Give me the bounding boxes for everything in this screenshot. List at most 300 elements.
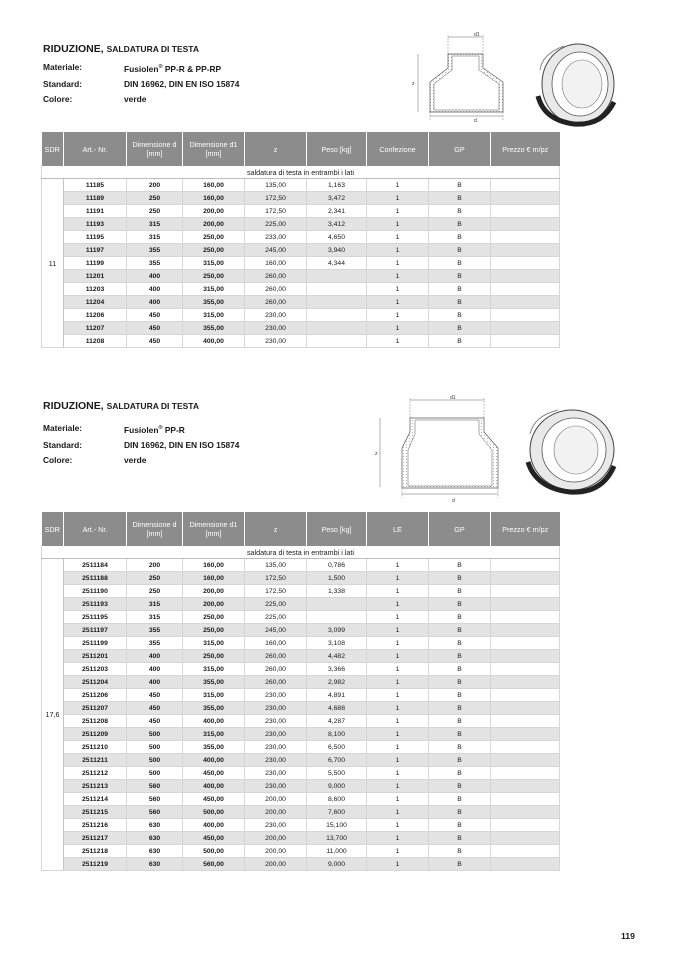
table-cell: 1 bbox=[367, 192, 429, 205]
spec-color bbox=[43, 92, 239, 107]
table-cell: 11185 bbox=[64, 179, 127, 192]
header-cell: Dimensione d1 [mm] bbox=[183, 512, 245, 546]
table-cell: 250 bbox=[127, 585, 183, 598]
table-row bbox=[42, 572, 560, 585]
table-row bbox=[42, 728, 560, 741]
header-cell: z bbox=[245, 512, 307, 546]
table-row bbox=[42, 858, 560, 871]
table-cell: 0,786 bbox=[307, 559, 367, 572]
table-cell bbox=[491, 806, 560, 819]
table-cell: 160,00 bbox=[183, 192, 245, 205]
table-cell: 2511218 bbox=[64, 845, 127, 858]
table-cell: 160,00 bbox=[183, 179, 245, 192]
table-row bbox=[42, 715, 560, 728]
spec-label: Colore: bbox=[43, 454, 73, 465]
table-cell: B bbox=[429, 309, 491, 322]
spec-color bbox=[43, 453, 239, 468]
table-cell bbox=[491, 283, 560, 296]
header-cell: GP bbox=[429, 512, 491, 546]
table-cell: 11197 bbox=[64, 244, 127, 257]
table-cell: 172,50 bbox=[245, 585, 307, 598]
table-cell: 315 bbox=[127, 611, 183, 624]
table-cell bbox=[491, 754, 560, 767]
table-cell: 230,00 bbox=[245, 728, 307, 741]
label-z: z bbox=[375, 451, 378, 457]
table-cell: 230,00 bbox=[245, 715, 307, 728]
table-cell: B bbox=[429, 663, 491, 676]
table-cell: 450,00 bbox=[183, 767, 245, 780]
table-cell: 6,700 bbox=[307, 754, 367, 767]
table-row bbox=[42, 296, 560, 309]
table-cell bbox=[491, 741, 560, 754]
table-cell: 200,00 bbox=[245, 806, 307, 819]
table-cell bbox=[491, 335, 560, 348]
table-cell bbox=[491, 270, 560, 283]
table-cell: 2,982 bbox=[307, 676, 367, 689]
table-cell: 160,00 bbox=[183, 559, 245, 572]
table-cell: 2511212 bbox=[64, 767, 127, 780]
table-cell: B bbox=[429, 257, 491, 270]
table-cell: 3,366 bbox=[307, 663, 367, 676]
table-cell: 1 bbox=[367, 754, 429, 767]
table-cell: 1 bbox=[367, 611, 429, 624]
table-cell: B bbox=[429, 650, 491, 663]
table-cell: 2511207 bbox=[64, 702, 127, 715]
header-cell: Confezione bbox=[367, 132, 429, 166]
table-cell: 1 bbox=[367, 270, 429, 283]
table-cell: B bbox=[429, 832, 491, 845]
table-cell: 630 bbox=[127, 858, 183, 871]
table-row bbox=[42, 832, 560, 845]
table-cell: 1 bbox=[367, 676, 429, 689]
table-cell: 1 bbox=[367, 585, 429, 598]
table-cell bbox=[491, 728, 560, 741]
table-row bbox=[42, 702, 560, 715]
table-cell: 8,600 bbox=[307, 793, 367, 806]
table-cell: 11201 bbox=[64, 270, 127, 283]
table-cell: B bbox=[429, 702, 491, 715]
table-cell: B bbox=[429, 585, 491, 598]
header-cell: Prezzo € m/pz bbox=[491, 512, 560, 546]
table-cell: 7,600 bbox=[307, 806, 367, 819]
table-cell: 8,100 bbox=[307, 728, 367, 741]
table-row bbox=[42, 598, 560, 611]
table-cell: 3,940 bbox=[307, 244, 367, 257]
table-cell bbox=[491, 650, 560, 663]
spec-value: verde bbox=[124, 93, 147, 104]
table-cell: 3,472 bbox=[307, 192, 367, 205]
table-cell bbox=[491, 845, 560, 858]
header-cell: SDR bbox=[42, 132, 64, 166]
table-cell: 450 bbox=[127, 702, 183, 715]
table-cell: 200,00 bbox=[183, 598, 245, 611]
table-cell: 315,00 bbox=[183, 309, 245, 322]
table-note-row bbox=[42, 546, 560, 559]
table-cell: 260,00 bbox=[245, 283, 307, 296]
spec-label: Materiale: bbox=[43, 62, 83, 72]
table-row bbox=[42, 689, 560, 702]
table-cell: 2511201 bbox=[64, 650, 127, 663]
table-cell: 1 bbox=[367, 832, 429, 845]
table-cell: 1 bbox=[367, 309, 429, 322]
table-cell: 6,500 bbox=[307, 741, 367, 754]
table-cell: 200,00 bbox=[245, 832, 307, 845]
table-row bbox=[42, 231, 560, 244]
table-cell bbox=[491, 231, 560, 244]
table-row bbox=[42, 637, 560, 650]
spec-value: DIN 16962, DIN EN ISO 15874 bbox=[124, 78, 240, 89]
table-cell: 500 bbox=[127, 754, 183, 767]
table-cell bbox=[491, 205, 560, 218]
table-cell bbox=[491, 689, 560, 702]
table-cell: B bbox=[429, 754, 491, 767]
table-cell: 1 bbox=[367, 767, 429, 780]
table-cell: 400,00 bbox=[183, 754, 245, 767]
table-cell: 15,100 bbox=[307, 819, 367, 832]
section-1-specs bbox=[43, 60, 239, 107]
table-cell: 9,000 bbox=[307, 780, 367, 793]
table-cell: 2511208 bbox=[64, 715, 127, 728]
table-cell: B bbox=[429, 637, 491, 650]
table-cell: 1 bbox=[367, 715, 429, 728]
table-cell: 250 bbox=[127, 572, 183, 585]
header-cell: Peso [kg] bbox=[307, 512, 367, 546]
table-cell: B bbox=[429, 611, 491, 624]
table-cell: 2511210 bbox=[64, 741, 127, 754]
table-cell: B bbox=[429, 858, 491, 871]
table-cell: 560,00 bbox=[183, 858, 245, 871]
table-row bbox=[42, 611, 560, 624]
spec-value: Fusiolen® PP-R bbox=[124, 424, 185, 435]
table-cell: 500,00 bbox=[183, 806, 245, 819]
table-cell: 260,00 bbox=[245, 650, 307, 663]
table-cell: 3,099 bbox=[307, 624, 367, 637]
table-cell: B bbox=[429, 689, 491, 702]
table-row bbox=[42, 767, 560, 780]
table-cell: 450 bbox=[127, 715, 183, 728]
table-cell: 200,00 bbox=[183, 205, 245, 218]
product-table-1 bbox=[41, 132, 560, 348]
table-cell bbox=[491, 793, 560, 806]
product-table-2 bbox=[41, 512, 560, 871]
table-row bbox=[42, 257, 560, 270]
table-row bbox=[42, 845, 560, 858]
table-cell: 245,00 bbox=[245, 244, 307, 257]
table-cell: 2511204 bbox=[64, 676, 127, 689]
table-row bbox=[42, 218, 560, 231]
page-number: 119 bbox=[621, 931, 635, 941]
table-cell: 1 bbox=[367, 819, 429, 832]
table-cell: 230,00 bbox=[245, 819, 307, 832]
table-cell: 1 bbox=[367, 244, 429, 257]
table-cell: 2511215 bbox=[64, 806, 127, 819]
table-cell: B bbox=[429, 728, 491, 741]
table-cell: 4,891 bbox=[307, 689, 367, 702]
label-d: d bbox=[452, 498, 455, 504]
section-1-title bbox=[43, 43, 199, 55]
table-cell: 400 bbox=[127, 676, 183, 689]
table-cell: 400 bbox=[127, 296, 183, 309]
table-cell: 355 bbox=[127, 244, 183, 257]
table-cell: 1 bbox=[367, 572, 429, 585]
table-cell: 1 bbox=[367, 637, 429, 650]
table-cell: B bbox=[429, 845, 491, 858]
table-cell: 560 bbox=[127, 780, 183, 793]
table-cell bbox=[307, 322, 367, 335]
table-cell: 450 bbox=[127, 689, 183, 702]
table-cell: 260,00 bbox=[245, 296, 307, 309]
table-cell: B bbox=[429, 780, 491, 793]
table-cell: 230,00 bbox=[245, 309, 307, 322]
table-cell: 250,00 bbox=[183, 611, 245, 624]
table-cell: 1 bbox=[367, 231, 429, 244]
table-cell: 230,00 bbox=[245, 767, 307, 780]
table-cell: 450 bbox=[127, 309, 183, 322]
table-cell: 2511216 bbox=[64, 819, 127, 832]
table-row bbox=[42, 585, 560, 598]
header-cell: Dimensione d [mm] bbox=[127, 132, 183, 166]
table-row bbox=[42, 793, 560, 806]
table-row bbox=[42, 244, 560, 257]
table-cell: 1 bbox=[367, 650, 429, 663]
table-cell: 225,00 bbox=[245, 598, 307, 611]
table-cell: 200,00 bbox=[245, 793, 307, 806]
table-cell: 450 bbox=[127, 335, 183, 348]
header-cell: Art.- Nr. bbox=[64, 132, 127, 166]
table-note: saldatura di testa in entrambi i lati bbox=[42, 546, 560, 559]
table-cell: 1 bbox=[367, 559, 429, 572]
label-z: z bbox=[412, 81, 415, 87]
table-cell: B bbox=[429, 231, 491, 244]
header-cell: GP bbox=[429, 132, 491, 166]
table-cell: 2511197 bbox=[64, 624, 127, 637]
table-cell bbox=[307, 270, 367, 283]
section-2-specs bbox=[43, 421, 239, 468]
table-cell: 315,00 bbox=[183, 637, 245, 650]
table-cell: 160,00 bbox=[245, 637, 307, 650]
table-cell: 200,00 bbox=[183, 218, 245, 231]
section-2-title bbox=[43, 400, 199, 412]
table-cell: 11203 bbox=[64, 283, 127, 296]
table-cell: 11204 bbox=[64, 296, 127, 309]
table-cell: 2,341 bbox=[307, 205, 367, 218]
table-cell: 2511190 bbox=[64, 585, 127, 598]
table-cell: 315,00 bbox=[183, 689, 245, 702]
title-sub: SALDATURA DI TESTA bbox=[106, 44, 199, 54]
table-cell: 400 bbox=[127, 663, 183, 676]
table-cell bbox=[491, 663, 560, 676]
table-cell: 230,00 bbox=[245, 741, 307, 754]
spec-standard bbox=[43, 77, 239, 92]
header-cell: z bbox=[245, 132, 307, 166]
header-cell: Peso [kg] bbox=[307, 132, 367, 166]
table-header-row bbox=[42, 512, 560, 546]
label-d1: d1 bbox=[474, 32, 480, 38]
table-cell bbox=[491, 218, 560, 231]
table-cell: B bbox=[429, 624, 491, 637]
table-cell: 11208 bbox=[64, 335, 127, 348]
table-cell: 630 bbox=[127, 819, 183, 832]
table-cell: 2511217 bbox=[64, 832, 127, 845]
table-cell: 11207 bbox=[64, 322, 127, 335]
table-cell: 2511195 bbox=[64, 611, 127, 624]
table-cell: 233,00 bbox=[245, 231, 307, 244]
table-cell: 315,00 bbox=[183, 728, 245, 741]
table-row bbox=[42, 192, 560, 205]
table-row bbox=[42, 650, 560, 663]
table-cell: B bbox=[429, 179, 491, 192]
table-cell: 560 bbox=[127, 806, 183, 819]
table-cell: 250,00 bbox=[183, 624, 245, 637]
header-cell: Dimensione d [mm] bbox=[127, 512, 183, 546]
table-cell: 9,000 bbox=[307, 858, 367, 871]
table-cell: 315 bbox=[127, 598, 183, 611]
table-cell: 1 bbox=[367, 845, 429, 858]
reducer-image-2 bbox=[512, 404, 624, 496]
table-cell: 1 bbox=[367, 335, 429, 348]
table-cell: 400,00 bbox=[183, 780, 245, 793]
table-cell bbox=[491, 257, 560, 270]
table-cell: 11195 bbox=[64, 231, 127, 244]
table-cell: B bbox=[429, 715, 491, 728]
table-cell: 1 bbox=[367, 598, 429, 611]
table-cell bbox=[491, 624, 560, 637]
table-cell: B bbox=[429, 244, 491, 257]
header-cell: LE bbox=[367, 512, 429, 546]
table-cell: 260,00 bbox=[245, 663, 307, 676]
table-cell: B bbox=[429, 598, 491, 611]
table-cell: 1 bbox=[367, 702, 429, 715]
table-row bbox=[42, 624, 560, 637]
table-row bbox=[42, 179, 560, 192]
spec-value: DIN 16962, DIN EN ISO 15874 bbox=[124, 439, 240, 450]
table-row bbox=[42, 676, 560, 689]
table-cell: 630 bbox=[127, 832, 183, 845]
header-cell: SDR bbox=[42, 512, 64, 546]
table-cell: 400 bbox=[127, 650, 183, 663]
spec-value: verde bbox=[124, 454, 147, 465]
table-cell: 160,00 bbox=[183, 572, 245, 585]
spec-material bbox=[43, 60, 239, 77]
table-cell: 315,00 bbox=[183, 663, 245, 676]
table-row bbox=[42, 335, 560, 348]
spec-label: Materiale: bbox=[43, 423, 83, 433]
table-row bbox=[42, 322, 560, 335]
sdr-cell: 11 bbox=[42, 179, 64, 348]
table-cell: B bbox=[429, 793, 491, 806]
table-cell: 4,650 bbox=[307, 231, 367, 244]
table-cell: 11206 bbox=[64, 309, 127, 322]
table-cell: 400 bbox=[127, 283, 183, 296]
table-cell bbox=[491, 611, 560, 624]
table-cell: B bbox=[429, 270, 491, 283]
table-cell: 250 bbox=[127, 192, 183, 205]
table-header-row bbox=[42, 132, 560, 166]
table-cell: 2511214 bbox=[64, 793, 127, 806]
table-cell: 1 bbox=[367, 741, 429, 754]
table-cell bbox=[491, 598, 560, 611]
table-cell: 230,00 bbox=[245, 702, 307, 715]
title-main: RIDUZIONE, bbox=[43, 43, 104, 55]
table-cell bbox=[491, 767, 560, 780]
table-cell: 355 bbox=[127, 637, 183, 650]
table-cell bbox=[491, 858, 560, 871]
table-cell: 172,50 bbox=[245, 572, 307, 585]
table-cell: 1 bbox=[367, 218, 429, 231]
header-cell: Prezzo € m/pz bbox=[491, 132, 560, 166]
table-cell: 200,00 bbox=[245, 858, 307, 871]
table-body bbox=[42, 166, 560, 348]
table-cell: 4,688 bbox=[307, 702, 367, 715]
table-cell: 355 bbox=[127, 257, 183, 270]
table-cell: 230,00 bbox=[245, 335, 307, 348]
table-cell: 400,00 bbox=[183, 819, 245, 832]
table-cell bbox=[491, 676, 560, 689]
table-cell: 1 bbox=[367, 296, 429, 309]
table-cell: 1 bbox=[367, 624, 429, 637]
table-cell bbox=[491, 637, 560, 650]
table-cell: B bbox=[429, 767, 491, 780]
table-cell: 450 bbox=[127, 322, 183, 335]
table-cell: 315,00 bbox=[183, 257, 245, 270]
table-cell bbox=[491, 322, 560, 335]
table-cell: 3,412 bbox=[307, 218, 367, 231]
table-cell: 225,00 bbox=[245, 218, 307, 231]
table-cell: 172,50 bbox=[245, 205, 307, 218]
table-cell bbox=[491, 819, 560, 832]
table-cell: B bbox=[429, 572, 491, 585]
table-cell: 11191 bbox=[64, 205, 127, 218]
table-cell: 1 bbox=[367, 806, 429, 819]
table-cell: 2511184 bbox=[64, 559, 127, 572]
table-cell: 260,00 bbox=[245, 270, 307, 283]
table-cell: 250,00 bbox=[183, 231, 245, 244]
table-cell: 560 bbox=[127, 793, 183, 806]
table-body bbox=[42, 546, 560, 871]
table-cell: 250,00 bbox=[183, 244, 245, 257]
table-cell: 250 bbox=[127, 205, 183, 218]
table-cell: 13,700 bbox=[307, 832, 367, 845]
table-cell: 230,00 bbox=[245, 754, 307, 767]
table-cell bbox=[307, 335, 367, 348]
table-cell: B bbox=[429, 205, 491, 218]
table-cell bbox=[307, 611, 367, 624]
table-cell: 1 bbox=[367, 689, 429, 702]
table-cell bbox=[491, 585, 560, 598]
table-cell: 200,00 bbox=[245, 845, 307, 858]
table-cell: 1 bbox=[367, 322, 429, 335]
table-cell: 315 bbox=[127, 218, 183, 231]
table-cell: 400,00 bbox=[183, 335, 245, 348]
table-row bbox=[42, 283, 560, 296]
table-cell: B bbox=[429, 559, 491, 572]
table-cell bbox=[491, 780, 560, 793]
table-cell: 2511219 bbox=[64, 858, 127, 871]
table-cell bbox=[307, 598, 367, 611]
table-cell: 4,482 bbox=[307, 650, 367, 663]
table-cell: 500 bbox=[127, 767, 183, 780]
table-cell: 11193 bbox=[64, 218, 127, 231]
table-cell: 630 bbox=[127, 845, 183, 858]
table-cell: 1 bbox=[367, 663, 429, 676]
table-cell bbox=[491, 559, 560, 572]
table-cell: 230,00 bbox=[245, 689, 307, 702]
spec-label: Colore: bbox=[43, 93, 73, 104]
table-cell: B bbox=[429, 192, 491, 205]
table-row bbox=[42, 819, 560, 832]
table-cell: 4,344 bbox=[307, 257, 367, 270]
table-cell: 2511206 bbox=[64, 689, 127, 702]
